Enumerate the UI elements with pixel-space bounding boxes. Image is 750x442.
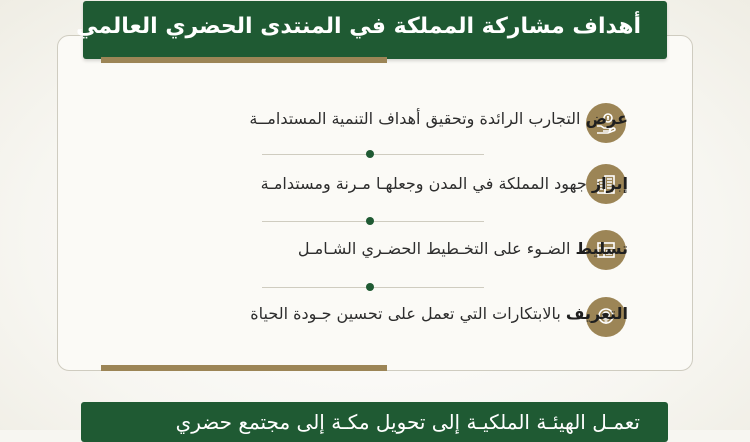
card-bottom-bar — [101, 365, 387, 371]
title-underline — [101, 57, 387, 63]
item-text: الضـوء على التخـطيط الحضـري الشـامـل — [297, 238, 576, 258]
list-item — [110, 228, 628, 268]
list-item — [110, 293, 628, 333]
item-keyword: إبراز — [591, 173, 628, 193]
title-banner — [75, 1, 667, 59]
divider-dot — [366, 283, 374, 291]
bottom-banner-text: تعمـل الهيئـة الملكيـة إلى تحويل مكـة إلى مجتمع حضري — [175, 410, 640, 434]
list-item — [110, 98, 628, 138]
item-text: بالابتكارات التي تعمل على تحسين جـودة الحياة — [250, 303, 566, 323]
list-item — [110, 163, 628, 203]
item-keyword: التعريف — [565, 303, 628, 323]
divider-dot — [366, 150, 374, 158]
page-title: أهداف مشاركة المملكة في المنتدى الحضري العالمي — [75, 14, 641, 39]
bottom-banner — [81, 402, 668, 442]
divider-dot — [366, 217, 374, 225]
item-keyword: عرض — [585, 108, 628, 128]
item-keyword: تسليط — [575, 238, 628, 258]
item-text: التجارب الرائدة وتحقيق أهداف التنمية المستدامــة — [249, 108, 586, 128]
item-text: جهود المملكة في المدن وجعلهـا مـرنة ومستدامـة — [260, 173, 592, 193]
